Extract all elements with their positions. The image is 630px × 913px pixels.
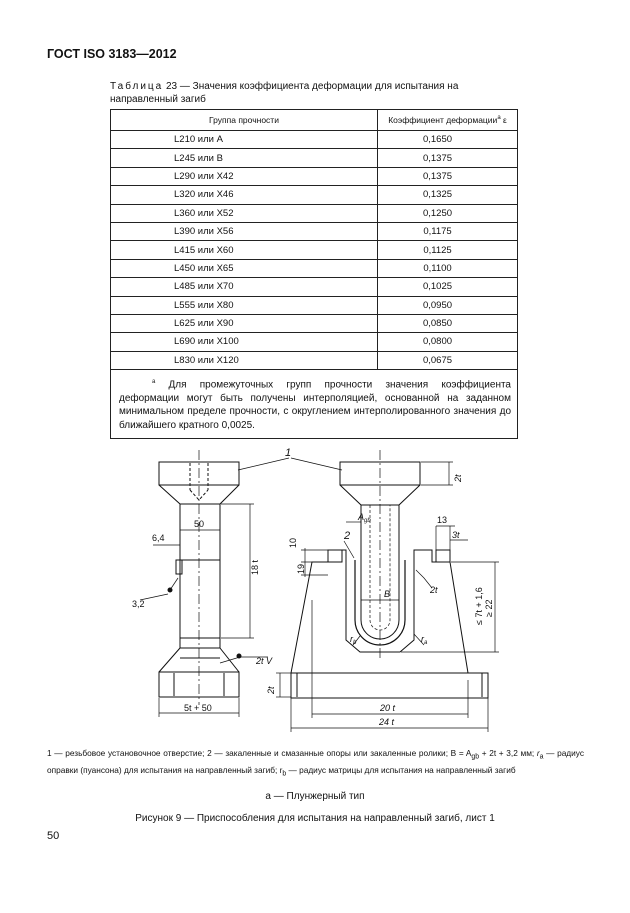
plunger-right-edge [220, 485, 239, 672]
table-caption-label: Таблица [110, 81, 164, 92]
dim-2t-v: 2t V [256, 656, 273, 666]
figure-caption: Рисунок 9 — Приспособления для испытания на направленный загиб, лист 1 [135, 813, 495, 824]
col-header-coefficient-text: Коэффициент деформации [388, 115, 498, 125]
dim-24t: 24 t [379, 717, 395, 727]
deformation-coefficient-cell: 0,1375 [378, 167, 518, 185]
die-base [291, 673, 488, 698]
legend-rb-sub: b [282, 770, 287, 778]
callout-2: 2 [344, 530, 351, 542]
legend-ra: r [536, 748, 540, 758]
dim-20t: 20 t [380, 703, 396, 713]
strength-group-cell: L450 или X65 [111, 259, 378, 277]
strength-group-cell: L390 или X56 [111, 222, 378, 240]
table-row [111, 167, 518, 185]
legend-line2: — радиус оправки (пуансона) для испытания на направленный загиб; r [47, 748, 584, 776]
table-row [111, 131, 518, 149]
deformation-coefficient-cell: 0,1175 [378, 222, 518, 240]
strength-group-cell: L360 или X52 [111, 204, 378, 222]
table-row [111, 186, 518, 204]
callout-1: 1 [285, 447, 292, 459]
deformation-table [110, 109, 518, 439]
dim-13: 13 [437, 515, 448, 525]
table-row [111, 149, 518, 167]
label-agb: $A_{gb}$ [358, 512, 371, 524]
table-footnote [111, 370, 518, 439]
table-row [111, 296, 518, 314]
table-caption [110, 80, 518, 106]
dim-50: 50 [194, 519, 205, 529]
col-header-coefficient [378, 110, 518, 131]
dim-2t-base: 2t [266, 686, 276, 694]
table-row [111, 259, 518, 277]
strength-group-cell: L320 или X46 [111, 186, 378, 204]
strength-group-cell: L830 или X120 [111, 351, 378, 369]
figure-subtitle: a — Плунжерный тип [265, 791, 365, 802]
table-row [111, 333, 518, 351]
dim-18t: 18 t [250, 559, 260, 575]
table-row [111, 204, 518, 222]
strength-group-cell: L690 или X100 [111, 333, 378, 351]
dim-19: 19 [296, 563, 306, 574]
deformation-coefficient-cell: 0,0850 [378, 314, 518, 332]
table-footnote-row [111, 370, 518, 439]
col-header-footnote-mark: a [497, 115, 501, 122]
deformation-coefficient-cell: 0,0800 [378, 333, 518, 351]
table-header-row [111, 110, 518, 131]
col-header-group: Группа прочности [111, 110, 378, 131]
table-row [111, 314, 518, 332]
deformation-coefficient-cell: 0,1375 [378, 149, 518, 167]
table-row [111, 278, 518, 296]
deformation-coefficient-cell: 0,1250 [378, 204, 518, 222]
deformation-coefficient-cell: 0,0950 [378, 296, 518, 314]
deformation-coefficient-cell: 0,1650 [378, 131, 518, 149]
plunger-left-edge [159, 485, 180, 672]
strength-group-cell: L555 или X80 [111, 296, 378, 314]
table-row [111, 222, 518, 240]
deformation-coefficient-cell: 0,0675 [378, 351, 518, 369]
legend-line2-end: — радиус матрицы для испытания на направленный загиб [286, 765, 516, 776]
deformation-coefficient-cell: 0,1025 [378, 278, 518, 296]
deformation-coefficient-cell: 0,1325 [378, 186, 518, 204]
dim-6-4: 6,4 [152, 533, 165, 543]
legend-line1-sub: gb [471, 753, 480, 761]
dim-2t-mid: 2t [430, 585, 438, 595]
die-body [291, 550, 468, 673]
deformation-coefficient-cell: 0,1100 [378, 259, 518, 277]
dim-2t-top: 2t [453, 474, 463, 482]
strength-group-cell: L245 или B [111, 149, 378, 167]
legend-ra-sub: a [539, 753, 544, 761]
dim-7t-range: ≤ 7t + 1,6 [474, 587, 484, 625]
dim-22: ≥ 22 [484, 599, 494, 617]
table-caption-text: 23 — Значения коэффициента деформации для испытания на направленный загиб [110, 81, 459, 105]
legend-line1: 1 — резьбовое установочное отверстие; 2 — закаленные и смазанные опоры или закаленные ролики; B = A [47, 748, 472, 758]
document-code: ГОСТ ISO 3183—2012 [47, 47, 177, 61]
dim-3t: 3t [452, 530, 460, 540]
footnote-text: Для промежуточных групп прочности значения коэффициента деформации могут быть получены интерполяцией, основанной на заданном минимальном пределе прочности, с округлением интерполированного значения до ближайшего кратного 0,0025. [119, 379, 511, 431]
deformation-coefficient-cell: 0,1125 [378, 241, 518, 259]
label-rb: $r_b$ [350, 634, 357, 646]
dim-5t-50: 5t + 50 [184, 703, 212, 713]
label-b: B [384, 589, 391, 599]
dim-3-2: 3,2 [132, 599, 145, 609]
strength-group-cell: L485 или X70 [111, 278, 378, 296]
legend-line1-end: + 2t + 3,2 мм; [479, 748, 535, 758]
strength-group-cell: L290 или X42 [111, 167, 378, 185]
footnote-mark: a [152, 379, 156, 386]
figure-legend [47, 747, 584, 781]
strength-group-cell: L210 или A [111, 131, 378, 149]
strength-group-cell: L415 или X60 [111, 241, 378, 259]
die-plunger-right [399, 485, 420, 620]
table-row [111, 241, 518, 259]
table-row [111, 351, 518, 369]
label-ra: $r_a$ [421, 634, 428, 646]
col-header-symbol: ε [500, 115, 507, 125]
bend-test-fixture-drawing [0, 440, 630, 740]
strength-group-cell: L625 или X90 [111, 314, 378, 332]
dim-10: 10 [288, 537, 298, 548]
page-number: 50 [47, 830, 60, 842]
